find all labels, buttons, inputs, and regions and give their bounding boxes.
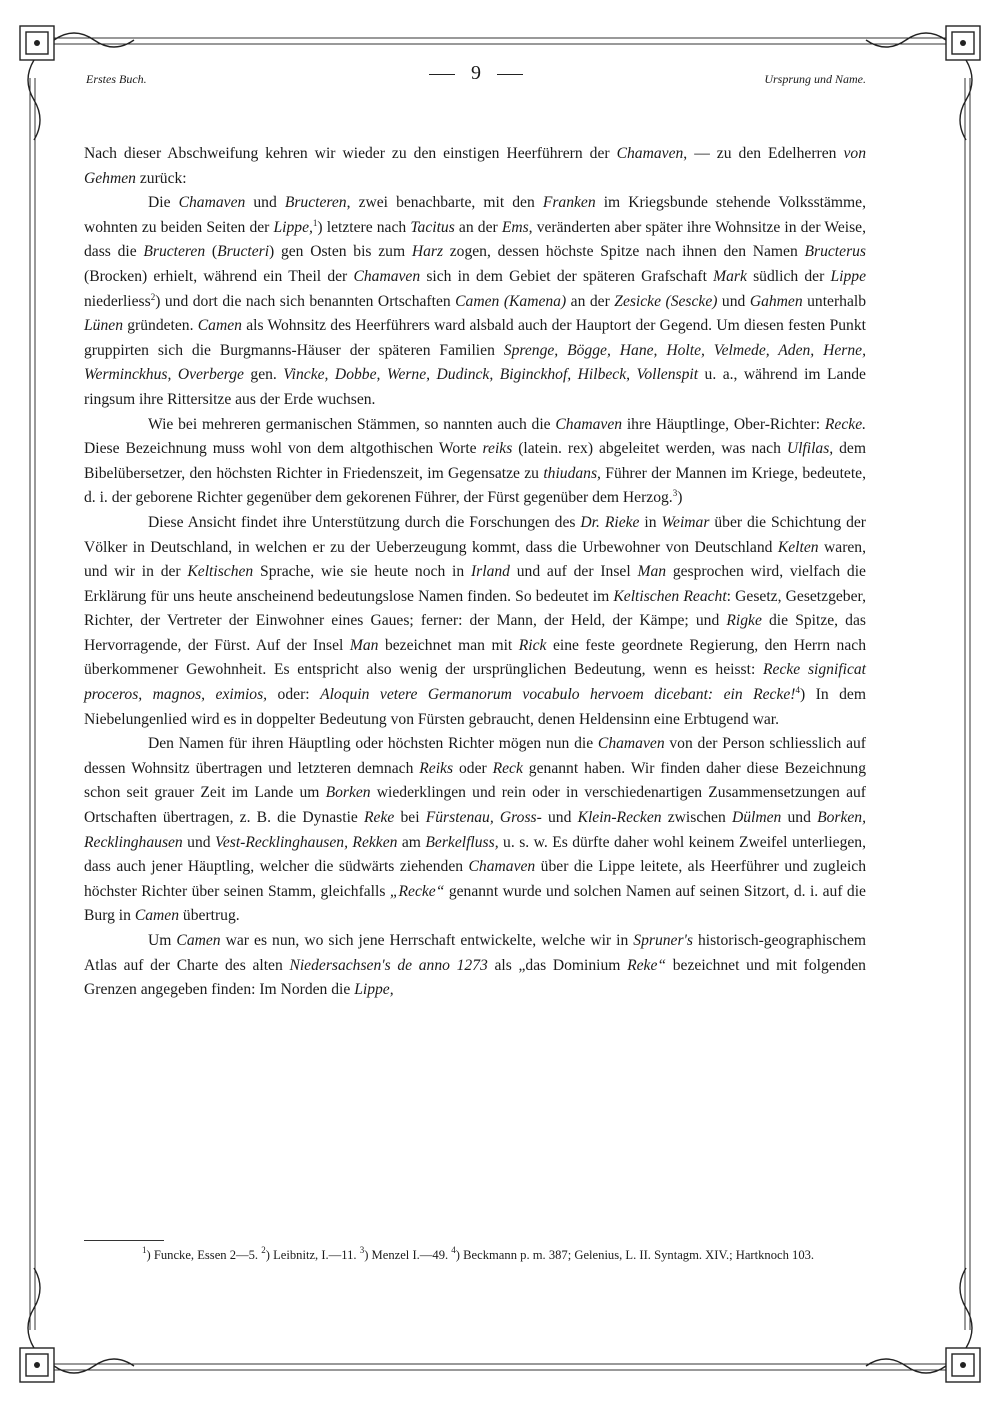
paragraph: Diese Ansicht findet ihre Unterstützung durch die Forschungen des Dr. Rieke in Weimar über die Schichtung der Völker in Deutschland, in welchen er zu der Ueberzeugung kommt, dass die Urbewohner von Deutschland Kelten waren, und wir in der Keltischen Sprache, wie sie heute noch in Irland und auf der Insel Man gesprochen wird, vielfach die Erklärung für uns heute anscheinend bedeutungslose Namen finden. So bedeutet im Keltischen Reacht: Gesetz, Gesetzgeber, Richter, der Vertreter der Einwohner eines Gaues; ferner: der Mann, der Held, der Kämpe; und Rigke die Spitze, das Hervorragende, der Fürst. Auf der Insel Man bezeichnet man mit Rick eine feste geordnete Regierung, den Herrn nach überkommener Gewohnheit. Es entspricht also wenig der ursprünglichen Bedeutung, wenn es heisst: Recke significat proceros, magnos, eximios, oder: Aloquin vetere Germanorum vocabulo hervoem dicebant: ein Recke!$^4$) In dem Niebelungenlied wird es in doppelter Bedeutung von Fürsten gebraucht, denen Heldensinn eine Erbtugend war. bbox=[84, 513, 867, 728]
page-number-dash-right bbox=[497, 74, 523, 75]
paragraph: Den Namen für ihren Häuptling oder höchsten Richter mögen nun die Chamaven von der Person schliesslich auf dessen Wohnsitz übertragen und letzteren demnach Reiks oder Reck genannt haben. Wir finden daher diese Bezeichnung schon seit grauer Zeit im Lande um Borken wiederklingen und rein oder in verschiedenartigen Zusammensetzungen auf Ortschaften übertragen, z. B. die Dynastie Reke bei Fürstenau, Gross- und Klein-Recken zwischen Dülmen und Borken, Recklinghausen und Vest-Recklinghausen, Rekken am Berkelfluss, u. s. w. Es dürfte daher wohl keinem Zweifel unterliegen, dass auch jener Häuptling, welcher die südwärts ziehenden Chamaven über die Lippe leitete, als Heerführer und zugleich höchster Richter über seinen Stamm, gleichfalls „Recke“ genannt wurde und solchen Namen auf seinen Sitzort, d. i. auf die Burg in Camen übertrug. bbox=[84, 735, 867, 925]
paragraph: Wie bei mehreren germanischen Stämmen, so nannten auch die Chamaven ihre Häuptlinge, Ober-Richter: Recke. Diese Bezeichnung muss wohl von dem altgothischen Worte reiks (latein. rex) abgeleitet werden, was nach Ulfilas, dem Bibelübersetzer, den höchsten Richter in Friedenszeit, im Gegensatze zu thiudans, Führer der Mannen im Kriege, bedeutete, d. i. der geborene Richter gegenüber dem gekorenen Führer, der Fürst gegenüber dem Herzog.$^3$) bbox=[84, 415, 867, 507]
page-number: 9 bbox=[471, 62, 481, 84]
paragraph: Die Chamaven und Bructeren, zwei benachbarte, mit den Franken im Kriegsbunde stehende Volksstämme, wohnten zu beiden Seiten der Lippe,$^1$) letztere nach Tacitus an der Ems, veränderten aber später ihre Wohnsitze in der Weise, dass die Bructeren (Bructeri) gen Osten bis zum Harz zogen, dessen höchste Spitze nach ihnen den Namen Bructerus (Brocken) erhielt, während ein Theil der Chamaven sich in dem Gebiet der späteren Grafschaft Mark südlich der Lippe niederliess$^2$) und dort die nach sich benannten Ortschaften Camen (Kamena) an der Zesicke (Sescke) und Gahmen unterhalb Lünen gründeten. Camen als Wohnsitz des Heerführers ward alsbald auch der Hauptort der Gegend. Um diesen festen Punkt gruppirten sich die Burgmanns-Häuser der späteren Familien Sprenge, Bögge, Hane, Holte, Velmede, Aden, Herne, Werminckhus, Overberge gen. Vincke, Dobbe, Werne, Dudinck, Biginckhof, Hilbeck, Vollenspit u. a., während im Lande ringsum ihre Rittersitze aus der Erde wuchsen. bbox=[84, 194, 867, 408]
paragraph: Nach dieser Abschweifung kehren wir wieder zu den einstigen Heerführern der Chamaven, — zu den Edelherren von Gehmen zurück: bbox=[84, 145, 866, 187]
running-header bbox=[86, 62, 866, 92]
header-chapter-title: Ursprung und Name. bbox=[764, 72, 866, 86]
main-text bbox=[84, 142, 866, 1003]
header-book-title: Erstes Buch. bbox=[86, 72, 147, 86]
page-number-block bbox=[86, 62, 866, 85]
page-number-dash-left bbox=[429, 74, 455, 75]
footnotes bbox=[84, 1246, 866, 1265]
footnote-rule bbox=[84, 1240, 164, 1241]
paragraph: Um Camen war es nun, wo sich jene Herrschaft entwickelte, welche wir in Spruner's historisch-geographischem Atlas auf der Charte des alten Niedersachsen's de anno 1273 als „das Dominium Reke“ bezeichnet und mit folgenden Grenzen angegeben finden: Im Norden die Lippe, bbox=[84, 932, 866, 999]
footnote-text: $^1$) Funcke, Essen 2—5. $^2$) Leibnitz, I.—11. $^3$) Menzel I.—49. $^4$) Beckmann p. m. 387; Gelenius, L. II. Syntagm. XIV.; Hartknoch 103. bbox=[142, 1245, 815, 1262]
